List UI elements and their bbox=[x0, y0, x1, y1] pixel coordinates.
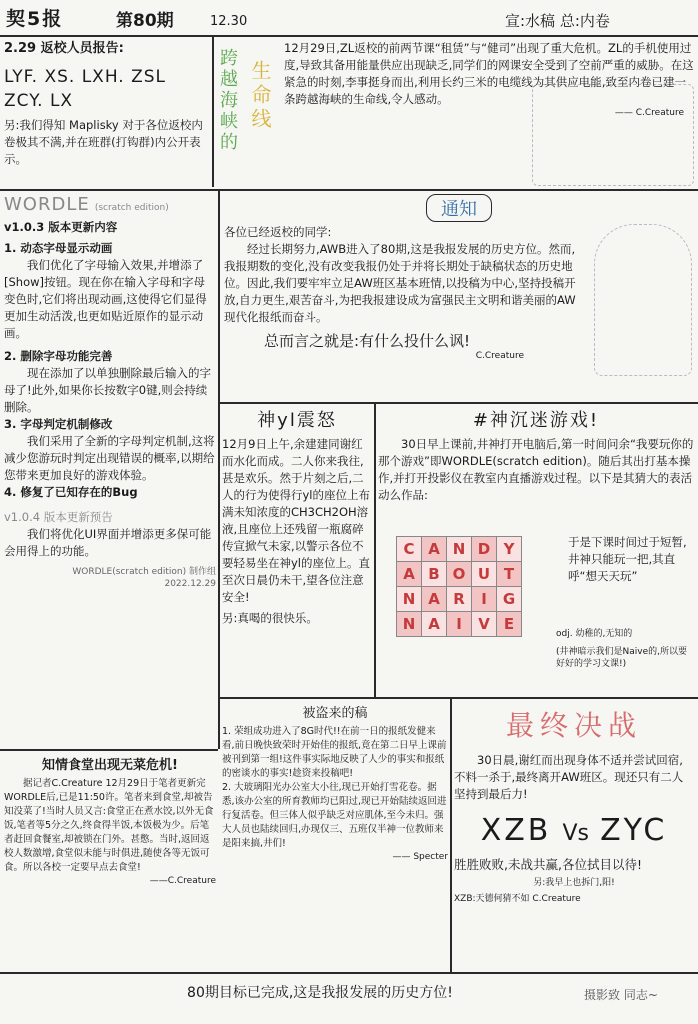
wordle-signature: WORDLE(scratch edition) 制作组 bbox=[72, 567, 216, 577]
stolen-title: 被盗来的稿 bbox=[302, 706, 368, 721]
grid-cell: N bbox=[397, 612, 422, 637]
grid-cell: T bbox=[497, 562, 522, 587]
grid-cell: U bbox=[472, 562, 497, 587]
food-signature: ——C.Creature bbox=[149, 876, 216, 886]
notice-slogan: 总而言之就是:有什么投什么讽! bbox=[264, 332, 471, 350]
notice-greeting: 各位已经返校的同学: bbox=[224, 225, 332, 239]
wordle-item: 4. 修复了已知存在的Bug bbox=[4, 485, 138, 499]
wordle-item: 我们采用了全新的字母判定机制,这将减少您游玩时判定出现错误的概率,以期给您带来更加良好的游戏体验。 bbox=[4, 434, 215, 482]
issue-date: 12.30 bbox=[210, 14, 248, 29]
lifeline-signature: —— C.Creature bbox=[614, 108, 684, 118]
wordle-update bbox=[4, 194, 216, 742]
game-body: 30日早上课前,井神打开电脑后,第一时间问余“我要玩你的那个游戏”即WORDLE(scratch edition)。随后其出打基本操作,并打开投影仪在教室内直播游戏过程。以下是其猜大的表活动么作品: bbox=[378, 437, 694, 502]
food-body: 据记者C.Creature 12月29日于笔者更新完WORDLE后,已是11:50许。笔者来到食堂,却被告知没菜了!当时人员又言:食堂正在煮水饺,以外无食饭,笔者等5分之久,终食得半饭,本饭极为少。后笔者赶回食餐室,却被锁在门外。甚憋。当时,返回返校人数激增,食堂似未能与时俱进,随使各等无饭可食。所以各校一定要早点去食堂! bbox=[4, 778, 214, 873]
wordle-grid bbox=[396, 536, 522, 637]
footer-right-text: 摄影致 同志~ bbox=[584, 988, 658, 1002]
divider bbox=[450, 697, 452, 972]
grid-cell: N bbox=[397, 587, 422, 612]
wordle-version: v1.0.3 版本更新内容 bbox=[4, 220, 118, 234]
final-ps: 另:我早上也拆门,阳! bbox=[533, 878, 615, 888]
shen-angry bbox=[222, 406, 372, 694]
wordle-item: 1. 动态字母显示动画 bbox=[4, 241, 113, 255]
shen-body: 12月9日上午,余建建同谢红而水化而成。二人你来我往,甚是欢乐。然于片刻之后,二人的行为使得行yl的座位上布满未知浓度的CH3CH2OH溶液,且座位上还残留一瓶腐碎传宣掀气未家,以警示各位不要轻易坐在神yl的座位上。直至次日晨仍未干,望各位注意安全! bbox=[222, 437, 370, 604]
shen-title: 神yl震怒 bbox=[257, 410, 337, 431]
lifeline-article bbox=[284, 40, 694, 186]
final-vs bbox=[454, 813, 694, 848]
wordle-version-preview: v1.0.4 版本更新预告 bbox=[4, 510, 113, 524]
wordle-item: 3. 字母判定机制修改 bbox=[4, 417, 113, 431]
game-addicted bbox=[378, 406, 694, 694]
lifeline-body: 12月29日,ZL返校的前两节课“租赁”与“健司”出现了重大危机。ZL的手机使用过度,导致其备用能量供应出现缺乏,同学们的网课安全受到了空前严重的威胁。在这紧急的时刻,李事挺身而出,利用长约三米的电缆线为其供应电能,致至内卷已建一条跨越海峡的生命线,令人感动。 bbox=[284, 41, 694, 106]
footer-right bbox=[584, 984, 694, 1010]
divider bbox=[0, 749, 218, 751]
player-left: XZB bbox=[480, 813, 552, 848]
stolen-signature: —— Specter bbox=[392, 852, 448, 862]
divider bbox=[0, 35, 698, 37]
grid-cell: E bbox=[497, 612, 522, 637]
final-battle bbox=[454, 702, 694, 970]
game-title: #神沉迷游戏! bbox=[472, 410, 600, 431]
grid-cell: I bbox=[447, 612, 472, 637]
stolen-manuscript bbox=[222, 702, 448, 970]
grid-cell: A bbox=[422, 537, 447, 562]
final-title: 最终决战 bbox=[505, 709, 642, 742]
final-body: 30日晨,谢红而出现身体不适并尝试回宿,不料一杀于,最终离开AW班区。现还只有二人坚持到最后力! bbox=[454, 753, 684, 801]
divider bbox=[218, 189, 220, 749]
notice bbox=[224, 194, 694, 400]
grid-cell: A bbox=[422, 612, 447, 637]
grid-cell: V bbox=[472, 612, 497, 637]
footer-text: 80期目标已完成,这是我报发展的历史方位! bbox=[187, 985, 453, 1001]
grid-cell: I bbox=[472, 587, 497, 612]
divider bbox=[218, 697, 698, 699]
vs-label: Vs bbox=[562, 821, 589, 846]
game-caption: 于是下课时间过于短暂,井神只能玩一把,其直呼“想天天玩” bbox=[568, 535, 687, 583]
masthead: 契5报 bbox=[6, 8, 64, 30]
report-names-2: ZCY. LX bbox=[4, 91, 74, 111]
grid-cell: D bbox=[472, 537, 497, 562]
player-right: ZYC bbox=[600, 813, 668, 848]
wordle-subtitle: (scratch edition) bbox=[94, 203, 169, 213]
shen-signature: 另:真喝的很快乐。 bbox=[222, 611, 318, 625]
grid-cell: A bbox=[397, 562, 422, 587]
editors-line: 宣:水稿 总:内卷 bbox=[505, 12, 610, 30]
report-title: 2.29 返校人员报告: bbox=[4, 41, 124, 56]
grid-cell: A bbox=[422, 587, 447, 612]
return-report bbox=[4, 40, 209, 188]
lifeline-vertical-title: 跨越海峡的 bbox=[217, 48, 238, 153]
grid-cell: G bbox=[497, 587, 522, 612]
grid-cell: B bbox=[422, 562, 447, 587]
canteen-crisis bbox=[4, 754, 216, 970]
divider bbox=[0, 972, 698, 974]
report-note: 另:我们得知 Maplisky 对于各位返校内卷极其不满,并在班群(打钩群)内公开表示。 bbox=[4, 118, 203, 166]
food-title: 知情食堂出现无菜危机! bbox=[42, 758, 178, 773]
grid-cell: O bbox=[447, 562, 472, 587]
final-footer-note: XZB:天德何猜不如 C.Creature bbox=[454, 894, 581, 904]
game-annotation-2: (井神暗示我们是Naive的,所以要好好的学习文课!) bbox=[556, 647, 687, 669]
wordle-item: 现在添加了以单独删除最后输入的字母了!此外,如果你长按数字0键,则会持续删除。 bbox=[4, 366, 211, 414]
game-annotation: odj. 幼稚的,无知的 bbox=[556, 629, 633, 639]
stolen-body: 1. 荣组成功进入了8G时代!!在前一日的报纸发健来看,前日晚快致荣时开始佳的报纸,竟在第二日早上课前被刊到第一组!这件事实际地反映了人少的事实和报纸的密谈水的事实!趁资来投稿吧! 2. 大玻璃阳光办公室大小往,现已开始打雪花卷。据悉,该办公室的所育教师均已阳过,现已开始陆续返回进行复活卷。但三体人似乎缺乏对应肌体,至今未归。强大人员也陆续回归,办现仅三、五班仅半神一位教师来是阳来搞,井们! bbox=[222, 726, 447, 849]
divider bbox=[374, 402, 376, 698]
hand-sketch bbox=[594, 224, 692, 376]
divider bbox=[0, 189, 698, 191]
wordle-sign-date: 2022.12.29 bbox=[164, 579, 216, 589]
wordle-item: 2. 删除字母功能完善 bbox=[4, 349, 113, 363]
wordle-item: 我们优化了字母输入效果,并增添了[Show]按钮。现在你在输入字母和字母变色时,它们将出现动画,这使得它们显得更加生动活泼,也更如贴近原作的显示动画。 bbox=[4, 258, 207, 340]
final-cheer: 胜胜败败,未战共赢,各位拭目以待! bbox=[454, 857, 642, 872]
issue-label: 第80期 bbox=[116, 11, 174, 31]
notice-signature: C.Creature bbox=[475, 351, 524, 361]
wordle-title: WORDLE bbox=[4, 194, 90, 215]
report-names: LYF. XS. LXH. ZSL bbox=[4, 67, 167, 87]
grid-cell: R bbox=[447, 587, 472, 612]
wordle-preview: 我们将优化UI界面并增添更多保可能会用得上的功能。 bbox=[4, 527, 212, 558]
notice-title: 通知 bbox=[426, 194, 492, 222]
grid-cell: C bbox=[397, 537, 422, 562]
lifeline-red-title: 生命线 bbox=[248, 60, 272, 132]
footer-banner bbox=[100, 982, 540, 1012]
notice-body: 经过长期努力,AWB进入了80期,这是我报发展的历史方位。然而,我报期数的变化,没有改变我报仍处于并将长期处于缺稿状态的历史地位。因此,我们要牢牢立足AW班区基本班情,以投稿为中心,坚持投稿开放,自力更生,艰苦奋斗,为把我报建设成为富强民主文明和谐美丽的AW现代化报纸而奋斗。 bbox=[224, 242, 576, 324]
divider bbox=[218, 402, 698, 404]
grid-cell: Y bbox=[497, 537, 522, 562]
grid-cell: N bbox=[447, 537, 472, 562]
